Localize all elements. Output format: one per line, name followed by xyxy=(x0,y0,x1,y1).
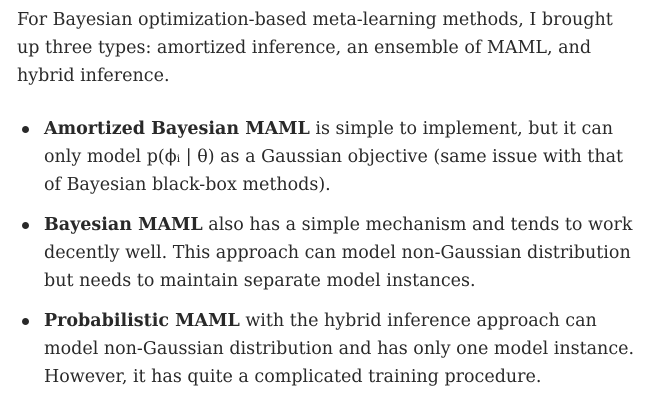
bullet-dot-icon xyxy=(22,222,29,229)
list-item-text: is simple to implement, but it can only model p(ϕᵢ | θ) as a Gaussian objective (same issue with that of Bayesian black-box methods). xyxy=(44,119,624,195)
list-item-probabilistic-maml xyxy=(17,307,637,391)
bullet-dot-icon xyxy=(22,318,29,325)
intro-paragraph: For Bayesian optimization-based meta-learning methods, I brought up three types: amortized inference, an ensemble of MAML, and hybrid inference. xyxy=(17,10,613,86)
bullet-dot-icon xyxy=(22,126,29,133)
list-item-text: also has a simple mechanism and tends to work decently well. This approach can model non-Gaussian distribution but needs to maintain separate model instances. xyxy=(44,215,633,291)
list-item-amortized-bayesian-maml xyxy=(17,115,637,199)
list-item-term: Bayesian MAML xyxy=(44,215,203,235)
list-item-bayesian-maml xyxy=(17,211,637,295)
list-item-term: Probabilistic MAML xyxy=(44,311,240,331)
list-item-term: Amortized Bayesian MAML xyxy=(44,119,310,139)
list-item-text: with the hybrid inference approach can model non-Gaussian distribution and has only one model instance. However, it has quite a complicated training procedure. xyxy=(44,311,635,387)
methods-list xyxy=(17,115,637,391)
